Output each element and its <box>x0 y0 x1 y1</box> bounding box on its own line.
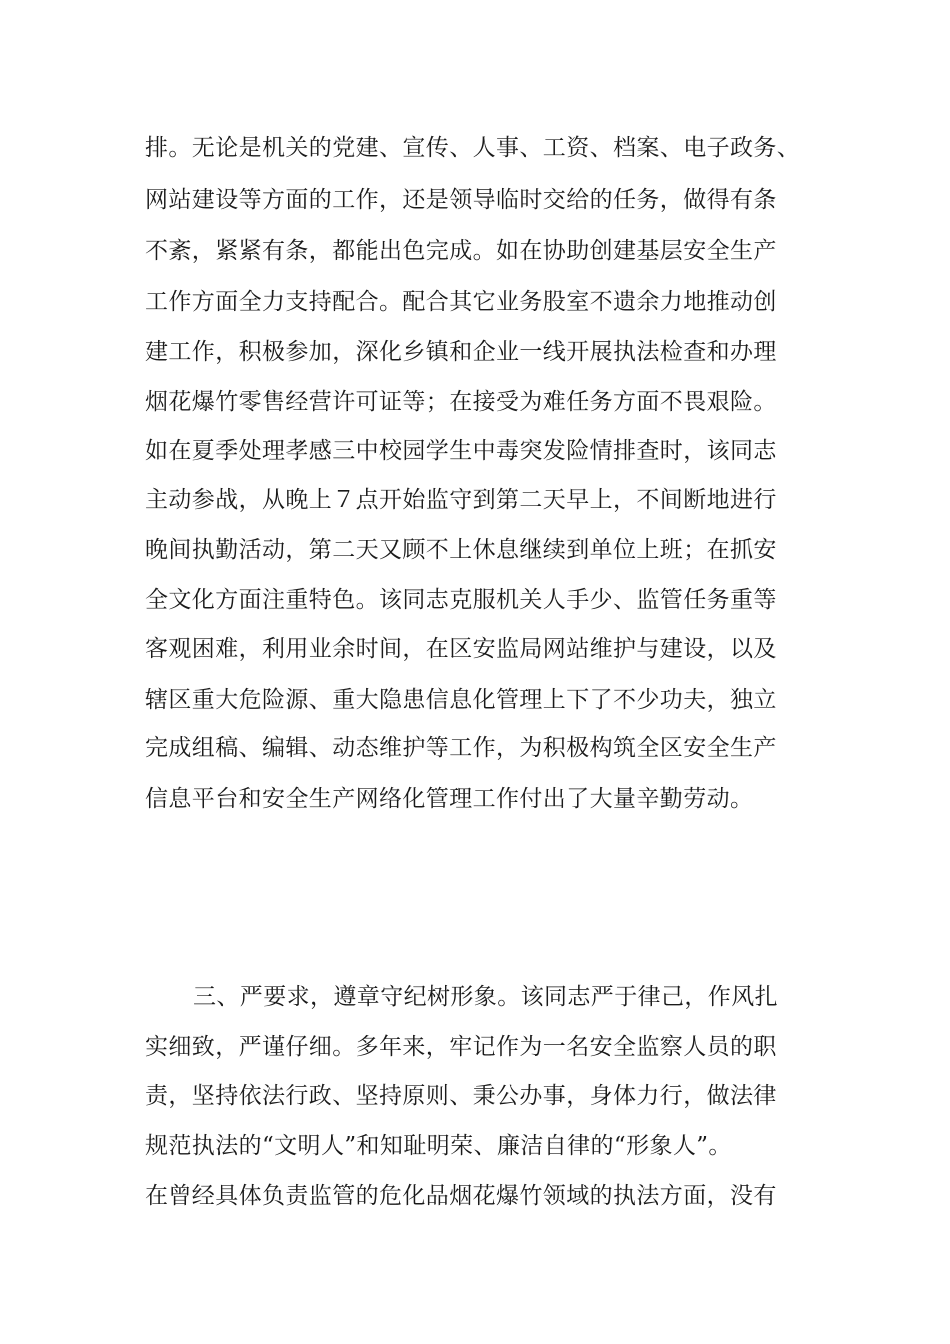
paragraph-2-line: 责，坚持依法行政、坚持原则、秉公办事，身体力行，做法律 <box>145 1083 777 1109</box>
paragraph-2-line: 规范执法的“文明人”和知耻明荣、廉洁自律的“形象人”。 <box>145 1133 732 1159</box>
paragraph-1-line: 主动参战，从晚上７点开始监守到第二天早上，不间断地进行 <box>145 487 777 513</box>
paragraph-1-line: 排。无论是机关的党建、宣传、人事、工资、档案、电子政务、 <box>145 135 801 161</box>
paragraph-1-line: 网站建设等方面的工作，还是领导临时交给的任务，做得有条 <box>145 187 777 213</box>
paragraph-1-line: 全文化方面注重特色。该同志克服机关人手少、监管任务重等 <box>145 587 777 613</box>
paragraph-1-line: 如在夏季处理孝感三中校园学生中毒突发险情排查时，该同志 <box>145 438 777 464</box>
paragraph-1-line: 完成组稿、编辑、动态维护等工作，为积极构筑全区安全生产 <box>145 735 777 761</box>
paragraph-1-line: 信息平台和安全生产网络化管理工作付出了大量辛勤劳动。 <box>145 786 754 812</box>
paragraph-1-line: 工作方面全力支持配合。配合其它业务股室不遗余力地推动创 <box>145 289 777 315</box>
paragraph-1-line: 烟花爆竹零售经营许可证等；在接受为难任务方面不畏艰险。 <box>145 389 777 415</box>
paragraph-1-line: 晚间执勤活动，第二天又顾不上休息继续到单位上班；在抓安 <box>145 537 777 563</box>
paragraph-1-line: 不紊，紧紧有条，都能出色完成。如在协助创建基层安全生产 <box>145 238 777 264</box>
paragraph-1-line: 辖区重大危险源、重大隐患信息化管理上下了不少功夫，独立 <box>145 687 777 713</box>
paragraph-2-line: 三、严要求，遵章守纪树形象。该同志严于律己，作风扎 <box>193 984 778 1010</box>
paragraph-1-line: 客观困难，利用业余时间，在区安监局网站维护与建设，以及 <box>145 636 777 662</box>
paragraph-2-line: 实细致，严谨仔细。多年来，牢记作为一名安全监察人员的职 <box>145 1034 777 1060</box>
paragraph-1-line: 建工作，积极参加，深化乡镇和企业一线开展执法检查和办理 <box>145 339 777 365</box>
paragraph-2-line: 在曾经具体负责监管的危化品烟花爆竹领域的执法方面，没有 <box>145 1183 777 1209</box>
